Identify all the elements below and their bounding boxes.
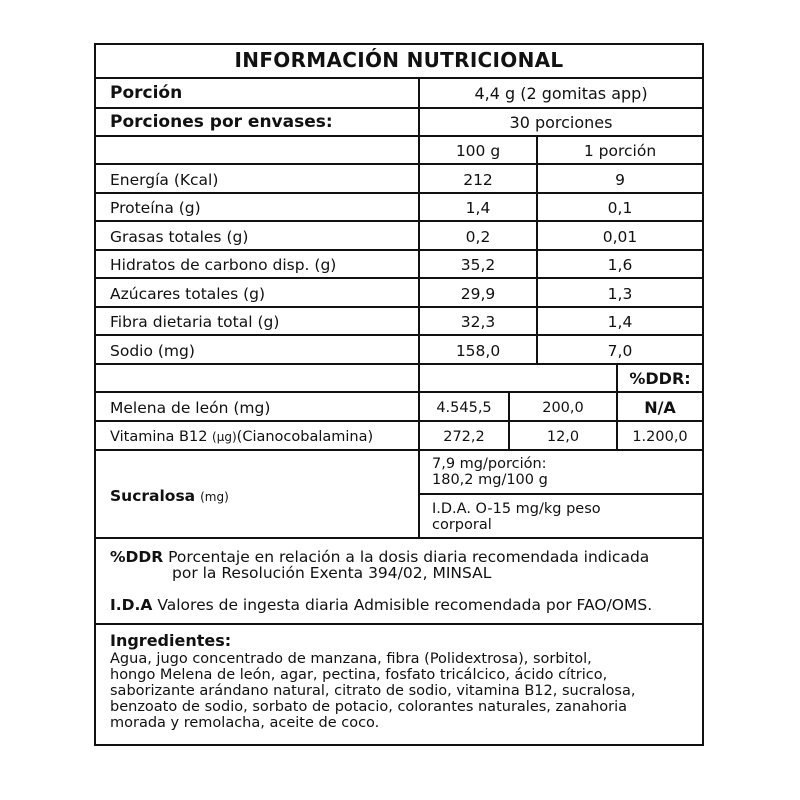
portion-value: 4,4 g (2 gomitas app) [474,84,648,103]
ddr-note-line-2: por la Resolución Exenta 394/02, MINSAL [172,564,492,582]
nutrient-name: Sodio (mg) [110,342,195,360]
portion-label: Porción [110,83,183,103]
nutrient-row [96,336,702,365]
ida-definition: Valores de ingesta diaria Admisible recomendada por FAO/OMS. [157,596,653,614]
nutrient-value-portion: 7,0 [607,342,633,360]
supplement-row [96,422,702,451]
sucralose-ida-line-1: I.D.A. O-15 mg/kg peso [432,501,601,517]
nutrient-value-100g: 0,2 [465,228,491,246]
supplement-value-100g: 4.545,5 [436,400,492,416]
ida-abbr: I.D.A [110,596,153,614]
nutrient-name: Grasas totales (g) [110,228,249,246]
portion-row [96,79,702,109]
supplement-ddr: N/A [644,398,676,417]
ingredients-section [96,625,702,746]
title-row [96,45,702,79]
nutrition-label [94,43,704,746]
ingredients-line: morada y remolacha, aceite de coco. [110,715,380,731]
nutrient-value-portion: 0,1 [607,199,633,217]
supplement-name: Melena de león (mg) [110,399,271,417]
servings-value: 30 porciones [509,113,613,132]
supplement-name [110,428,373,446]
nutrient-row [96,251,702,279]
ddr-note-line-1 [110,549,649,565]
nutrient-value-portion: 1,6 [607,256,633,274]
supplement-row [96,393,702,422]
nutrient-value-portion: 1,4 [607,313,633,331]
nutrient-name: Proteína (g) [110,199,201,217]
supplement-name-unit: (µg) [212,430,237,444]
supplement-ddr: 1.200,0 [632,429,688,445]
sucralose-line-1: 7,9 mg/porción: [432,456,547,472]
supplement-value-portion: 12,0 [546,429,580,445]
ingredients-line: Agua, jugo concentrado de manzana, fibra (Polidextrosa), sorbitol, [110,651,592,667]
nutrient-name: Fibra dietaria total (g) [110,313,280,331]
nutrient-row [96,279,702,308]
supplement-name-suffix: (Cianocobalamina) [236,429,374,445]
ingredients-line: benzoato de sodio, sorbato de potacio, colorantes naturales, zanahoria [110,699,628,715]
sucralose-row [96,451,702,539]
column-header-portion: 1 porción [583,142,657,160]
sucralose-label: Sucralosa [110,487,196,505]
notes-section [96,539,702,625]
ingredients-line: saborizante arándano natural, citrato de sodio, vitamina B12, sucralosa, [110,683,636,699]
servings-label: Porciones por envases: [110,112,333,132]
nutrient-row [96,165,702,194]
column-header-row [96,137,702,165]
nutrient-value-100g: 35,2 [460,256,496,274]
sucralose-unit: (mg) [200,490,229,504]
ddr-header-row [96,365,702,393]
supplement-value-portion: 200,0 [542,400,584,416]
ddr-definition: Porcentaje en relación a la dosis diaria recomendada indicada [168,548,650,566]
nutrient-value-100g: 1,4 [465,199,491,217]
ingredients-line: hongo Melena de león, agar, pectina, fosfato tricálcico, ácido cítrico, [110,667,608,683]
nutrient-row [96,194,702,222]
servings-row [96,109,702,137]
nutrient-value-100g: 32,3 [460,313,496,331]
nutrient-name: Energía (Kcal) [110,171,219,189]
sucralose-label-group [110,487,229,506]
supplement-value-100g: 272,2 [443,429,485,445]
nutrient-value-portion: 1,3 [607,285,633,303]
sucralose-ida-line-2: corporal [432,517,492,533]
nutrient-row [96,222,702,251]
nutrient-value-100g: 29,9 [460,285,496,303]
label-title: INFORMACIÓN NUTRICIONAL [234,48,564,72]
column-header-100g: 100 g [455,142,501,160]
nutrient-name: Azúcares totales (g) [110,285,266,303]
nutrient-name: Hidratos de carbono disp. (g) [110,256,337,274]
nutrient-value-portion: 9 [615,171,625,189]
ida-note [110,597,652,613]
sucralose-line-2: 180,2 mg/100 g [432,472,548,488]
ingredients-heading: Ingredientes: [110,631,232,650]
ddr-abbr: %DDR [110,548,164,566]
ddr-header: %DDR: [629,369,691,388]
nutrient-value-portion: 0,01 [602,228,638,246]
nutrient-value-100g: 212 [463,171,493,189]
supplement-name-main: Vitamina B12 [110,429,208,445]
nutrient-row [96,308,702,336]
nutrient-value-100g: 158,0 [455,342,501,360]
